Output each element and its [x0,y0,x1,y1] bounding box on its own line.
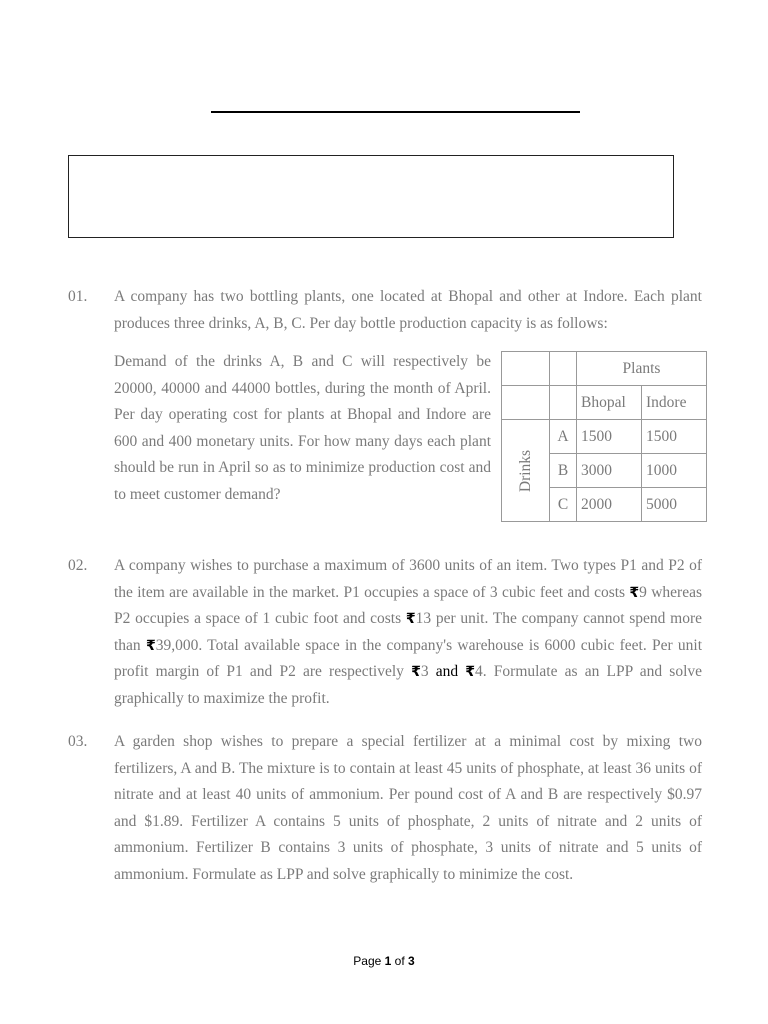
amount: 9 [639,583,647,601]
amount: 13 [415,610,432,627]
footer-middle: of [391,954,409,968]
table-corner [550,352,577,386]
table-row-label: A [550,420,577,454]
rupee-icon: ₹ [405,611,416,627]
question-number: 01. [68,288,88,305]
rupee-icon: ₹ [465,664,476,680]
page-total: 3 [408,954,415,968]
header-box [68,155,674,238]
table-row-label: C [550,488,577,522]
question-body: Demand of the drinks A, B and C will respectively be 20000, 40000 and 44000 bottles, during the month of April. Per day operating cost for plants at Bhopal and Indore are 600 and 400 monetary units. For how many days each plant should be run in April so as to minimize production cost and to meet customer demand? [114,353,491,503]
table-cell: 3000 [577,454,642,488]
question-number: 02. [68,557,88,574]
text-segment: . Formulate as an LPP and solve graphically to maximize the profit. [114,663,703,707]
table-row [502,420,707,454]
text-segment: A company wishes to purchase a maximum of 3600 units of an item. Two types P1 and P2 of the item are available in the market. P1 occupies a space of 3 cubic feet and costs [114,557,702,601]
table-column-header: Bhopal [577,386,642,420]
table-cell: 5000 [642,488,707,522]
amount: 3 [420,663,429,680]
drinks-label: Drinks [516,449,534,492]
text-segment: per unit. The company cannot spend more than [114,610,702,654]
amount: 4 [475,663,483,680]
table-cell: 2000 [577,488,642,522]
amount: 39,000 [155,636,199,654]
text-segment: whereas P2 occupies a space of 1 cubic foot and costs [114,583,703,627]
table-corner [550,386,577,420]
table-column-header: Indore [642,386,707,420]
rupee-icon: ₹ [629,584,640,601]
rupee-icon: ₹ [145,637,156,654]
title-underline [211,111,580,113]
table-group-header: Plants [577,352,707,386]
table-cell: 1000 [642,454,707,488]
question-text [114,553,702,712]
table-corner [502,386,550,420]
question-number: 03. [68,733,88,750]
page-footer [0,954,768,968]
footer-prefix: Page [353,954,385,968]
text-segment: . Total available space in the company's warehouse is 6000 cubic feet. Per unit profit margin of P1 and P2 are respectively [114,636,702,680]
table-corner [502,352,550,386]
production-capacity-table [501,351,707,522]
and-word: and [428,663,466,680]
table-row-group-header [502,420,550,522]
rupee-icon: ₹ [411,664,421,680]
table-row-label: B [550,454,577,488]
question-intro [114,284,702,337]
page-current: 1 [384,954,392,968]
table-cell: 1500 [577,420,642,454]
question-text: A garden shop wishes to prepare a special fertilizer at a minimal cost by mixing two fertilizers, A and B. The mixture is to contain at least 45 units of phosphate, at least 36 units of nitrate and at least 40 units of ammonium. Per pound cost of A and B are respectively $0.97 and $1.89. Fertilizer A contains 5 units of phosphate, 2 units of nitrate and 2 units of ammonium. Fertilizer B contains 3 units of phosphate, 3 units of nitrate and 5 units of ammonium. Formulate as LPP and solve graphically to minimize the cost. [114,733,702,883]
question-intro-text: A company has two bottling plants, one located at Bhopal and other at Indore. Each plant produces three drinks, A, B, C. Per day bottle production capacity is as follows: [114,288,702,332]
table-cell: 1500 [642,420,707,454]
